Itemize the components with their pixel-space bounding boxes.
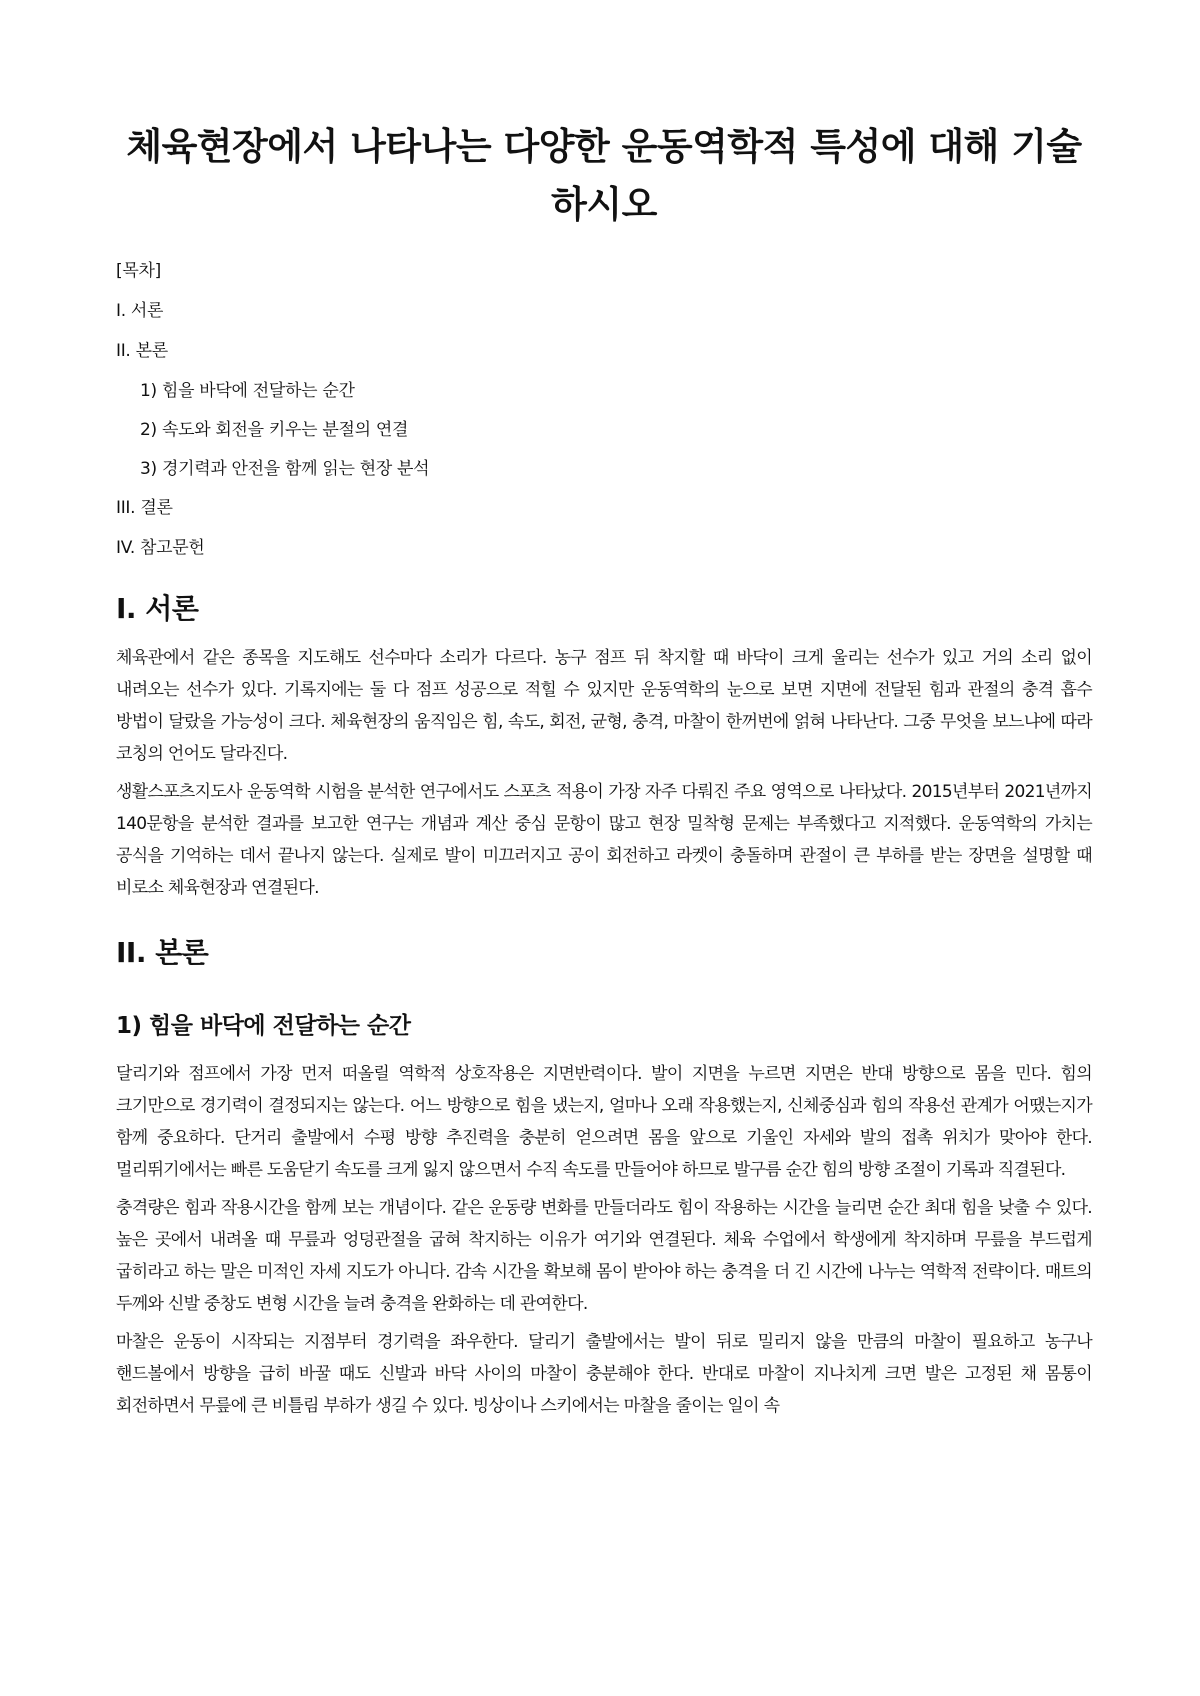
toc-heading: [목차]: [116, 261, 161, 281]
section-heading-body: II. 본론: [116, 936, 209, 969]
section-heading-intro: I. 서론: [116, 592, 199, 625]
toc-item: I. 서론: [116, 301, 164, 321]
body-paragraph: 달리기와 점프에서 가장 먼저 떠올릴 역학적 상호작용은 지면반력이다. 발이 지면을 누르면 지면은 반대 방향으로 몸을 민다. 힘의 크기만으로 경기력이 결정되지는 않는다. 어느 방향으로 힘을 냈는지, 얼마나 오래 작용했는지, 신체중심과 힘의 작용선 관계가 어땠는지가 함께 중요하다. 단거리 출발에서 수평 방향 추진력을 충분히 얻으려면 몸을 앞으로 기울인 자세와 발의 접촉 위치가 맞아야 한다. 멀리뛰기에서는 빠른 도움닫기 속도를 크게 잃지 않으면서 수직 속도를 만들어야 하므로 발구름 순간 힘의 방향 조절이 기록과 직결된다.: [116, 1064, 1092, 1180]
toc-subitem: 1) 힘을 바닥에 전달하는 순간: [140, 381, 355, 401]
toc-item: IV. 참고문헌: [116, 538, 205, 558]
body-paragraph: 충격량은 힘과 작용시간을 함께 보는 개념이다. 같은 운동량 변화를 만들더라도 힘이 작용하는 시간을 늘리면 순간 최대 힘을 낮출 수 있다. 높은 곳에서 내려올 때 무릎과 엉덩관절을 굽혀 착지하는 이유가 여기와 연결된다. 체육 수업에서 학생에게 착지하며 무릎을 부드럽게 굽히라고 하는 말은 미적인 자세 지도가 아니다. 감속 시간을 확보해 몸이 받아야 하는 충격을 더 긴 시간에 나누는 역학적 전략이다. 매트의 두께와 신발 중창도 변형 시간을 늘려 충격을 완화하는 데 관여한다.: [116, 1198, 1092, 1314]
intro-paragraph: 생활스포츠지도사 운동역학 시험을 분석한 연구에서도 스포츠 적용이 가장 자주 다뤄진 주요 영역으로 나타났다. 2015년부터 2021년까지 140문항을 분석한 결과를 보고한 연구는 개념과 계산 중심 문항이 많고 현장 밀착형 문제는 부족했다고 지적했다. 운동역학의 가치는 공식을 기억하는 데서 끝나지 않는다. 실제로 발이 미끄러지고 공이 회전하고 라켓이 충돌하며 관절이 큰 부하를 받는 장면을 설명할 때 비로소 체육현장과 연결된다.: [116, 782, 1092, 898]
toc-item: III. 결론: [116, 498, 173, 518]
table-of-contents: [116, 260, 1092, 560]
intro-paragraph: 체육관에서 같은 종목을 지도해도 선수마다 소리가 다르다. 농구 점프 뒤 착지할 때 바닥이 크게 울리는 선수가 있고 거의 소리 없이 내려오는 선수가 있다. 기록지에는 둘 다 점프 성공으로 적힐 수 있지만 운동역학의 눈으로 보면 지면에 전달된 힘과 관절의 충격 흡수 방법이 달랐을 가능성이 크다. 체육현장의 움직임은 힘, 속도, 회전, 균형, 충격, 마찰이 한꺼번에 얽혀 나타난다. 그중 무엇을 보느냐에 따라 코칭의 언어도 달라진다.: [116, 648, 1092, 764]
subsection-heading: 1) 힘을 바닥에 전달하는 순간: [116, 1013, 411, 1039]
toc-subitem: 2) 속도와 회전을 키우는 분절의 연결: [140, 420, 409, 440]
document-title: 체육현장에서 나타나는 다양한 운동역학적 특성에 대해 기술하시오: [126, 125, 1082, 226]
toc-subitem: 3) 경기력과 안전을 함께 읽는 현장 분석: [140, 459, 430, 479]
toc-item: II. 본론: [116, 341, 168, 361]
body-paragraph: 마찰은 운동이 시작되는 지점부터 경기력을 좌우한다. 달리기 출발에서는 발이 뒤로 밀리지 않을 만큼의 마찰이 필요하고 농구나 핸드볼에서 방향을 급히 바꿀 때도 신발과 바닥 사이의 마찰이 충분해야 한다. 반대로 마찰이 지나치게 크면 발은 고정된 채 몸통이 회전하면서 무릎에 큰 비틀림 부하가 생길 수 있다. 빙상이나 스키에서는 마찰을 줄이는 일이 속: [116, 1332, 1092, 1416]
